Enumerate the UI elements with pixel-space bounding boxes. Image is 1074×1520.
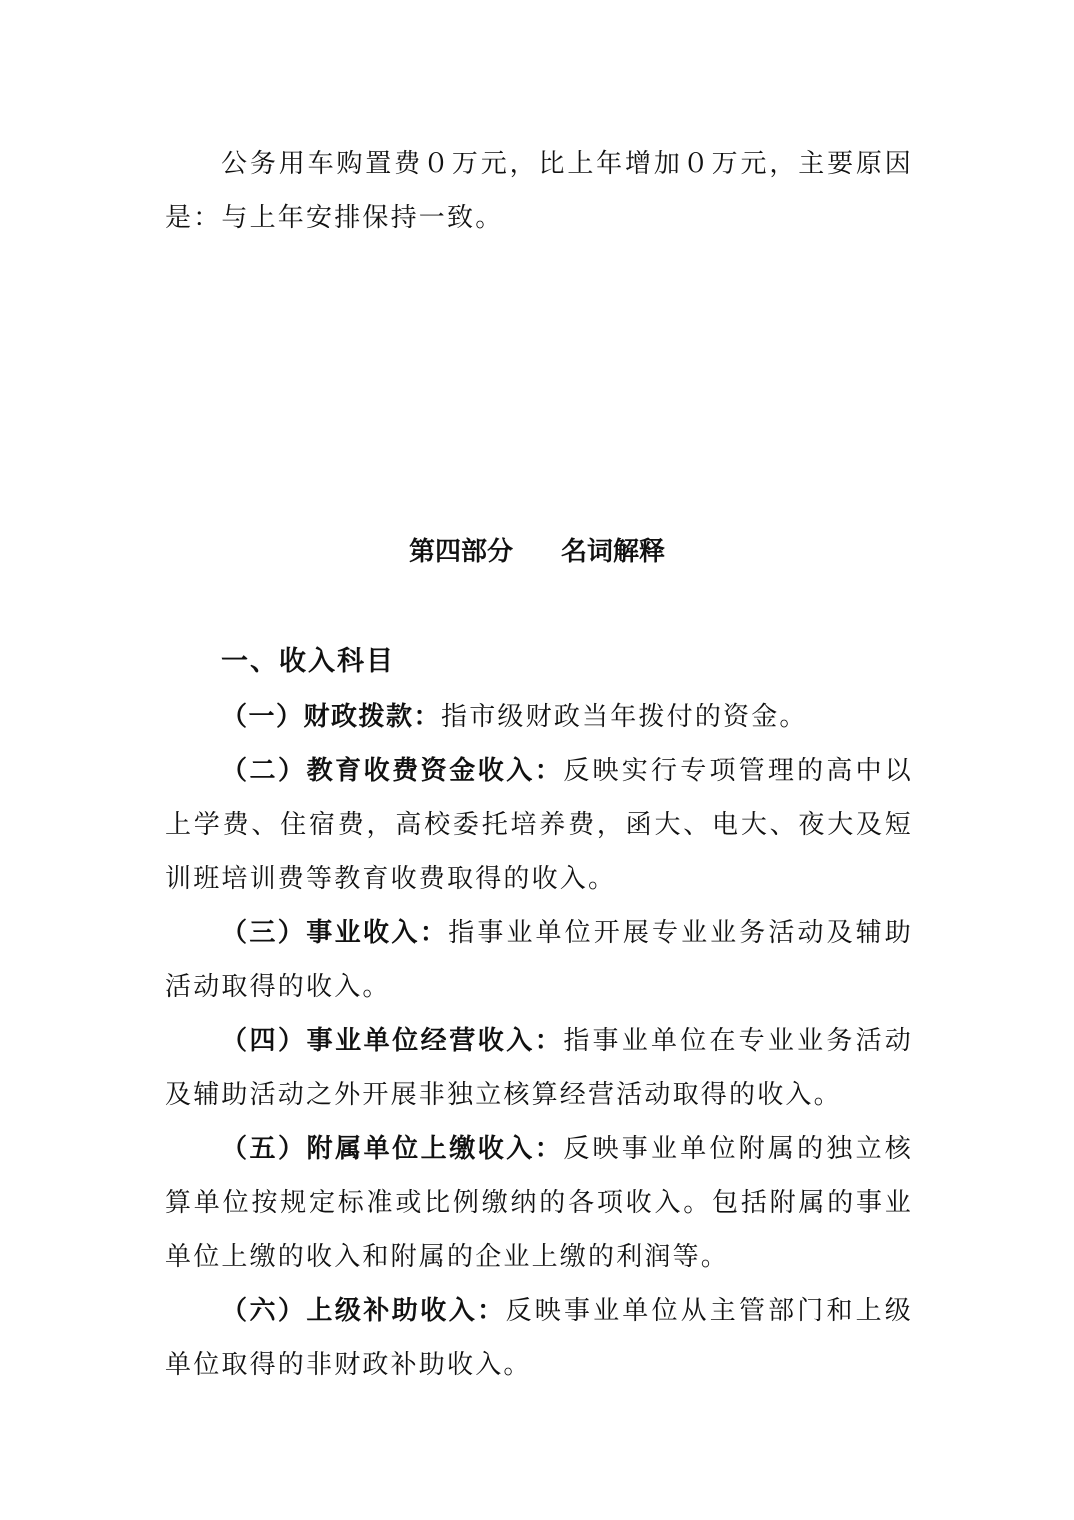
definition-term: （一）财政拨款： [221,702,442,732]
section-heading: 一、收入科目 [221,646,395,677]
definition-item [165,1122,913,1284]
part-title-text: 名词解释 [561,537,666,567]
definition-term: （二）教育收费资金收入： [221,756,564,786]
definition-item [165,744,913,906]
definition-item [165,906,913,1014]
intro-text: 公务用车购置费０万元，比上年增加０万元，主要原因是：与上年安排保持一致。 [165,149,913,233]
definition-term: （六）上级补助收入： [221,1296,506,1326]
part-title [0,530,1074,574]
part-number: 第四部分 [408,537,513,567]
definition-desc: 反映事业单位附属的独立核算单位按规定标准或比例缴纳的各项收入。包括附属的事业单位上缴的收入和附属的企业上缴的利润等。 [165,1134,913,1272]
definition-item [165,1284,913,1392]
definition-desc: 指市级财政当年拨付的资金。 [441,702,808,732]
definition-term: （三）事业收入： [221,918,449,948]
definition-item [165,1014,913,1122]
intro-paragraph [165,137,913,245]
definition-desc: 指事业单位在专业业务活动及辅助活动之外开展非独立核算经营活动取得的收入。 [165,1026,913,1110]
definition-desc: 反映实行专项管理的高中以上学费、住宿费，高校委托培养费，函大、电大、夜大及短训班培训费等教育收费取得的收入。 [165,756,913,894]
definition-term: （五）附属单位上缴收入： [221,1134,564,1164]
definition-desc: 反映事业单位从主管部门和上级单位取得的非财政补助收入。 [165,1296,913,1380]
definition-item [165,690,913,744]
definition-term: （四）事业单位经营收入： [221,1026,564,1056]
definition-desc: 指事业单位开展专业业务活动及辅助活动取得的收入。 [165,918,913,1002]
